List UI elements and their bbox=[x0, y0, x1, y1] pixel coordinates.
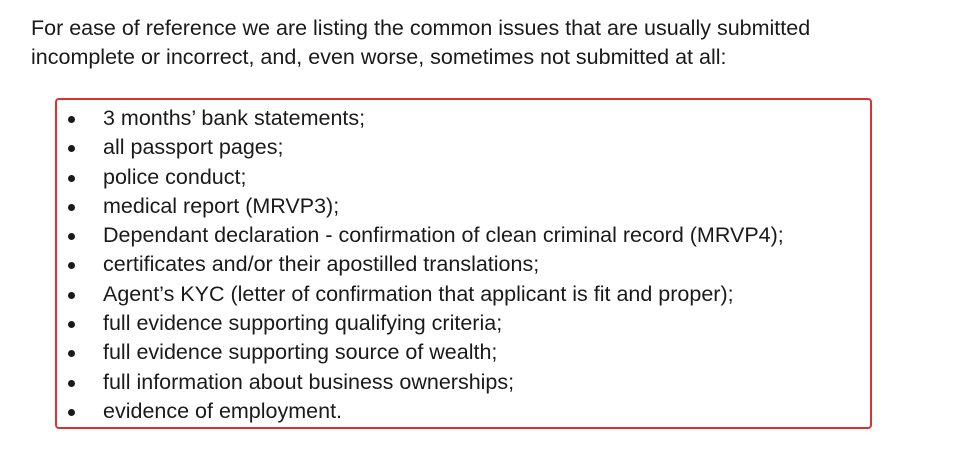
list-item-text: full information about business ownerships; bbox=[103, 369, 515, 394]
bullet-icon bbox=[68, 233, 75, 240]
list-item-text: Agent’s KYC (letter of confirmation that applicant is fit and proper); bbox=[103, 281, 734, 306]
list-item bbox=[68, 133, 784, 162]
list-item-text: evidence of employment. bbox=[103, 398, 343, 423]
bullet-icon bbox=[68, 204, 75, 211]
intro-line-1: For ease of reference we are listing the common issues that are usually submitted bbox=[31, 16, 811, 40]
bullet-icon bbox=[68, 262, 75, 269]
list-item-text: 3 months’ bank statements; bbox=[103, 106, 366, 130]
list-item-text: police conduct; bbox=[103, 164, 247, 189]
bullet-icon bbox=[68, 145, 75, 152]
bullet-icon bbox=[68, 321, 75, 328]
list-item-text: Dependant declaration - confirmation of clean criminal record (MRVP4); bbox=[103, 223, 784, 248]
bullet-icon bbox=[68, 292, 75, 299]
list-item bbox=[68, 163, 784, 192]
list-item bbox=[68, 368, 784, 397]
intro-line-2: incomplete or incorrect, and, even worse, sometimes not submitted at all: bbox=[31, 45, 727, 69]
bullet-icon bbox=[68, 409, 75, 416]
list-item bbox=[68, 280, 784, 309]
bullet-icon bbox=[68, 350, 75, 357]
list-item bbox=[68, 338, 784, 367]
list-item bbox=[68, 192, 784, 221]
list-item-text: certificates and/or their apostilled translations; bbox=[103, 252, 540, 277]
list-item-text: full evidence supporting qualifying criteria; bbox=[103, 311, 503, 336]
bullet-icon bbox=[68, 175, 75, 182]
bullet-icon bbox=[68, 116, 75, 123]
list-item bbox=[68, 250, 784, 279]
list-item bbox=[68, 221, 784, 250]
bullet-icon bbox=[68, 380, 75, 387]
list-item bbox=[68, 104, 784, 133]
issues-list bbox=[68, 104, 784, 426]
list-item bbox=[68, 309, 784, 338]
intro-paragraph bbox=[31, 14, 946, 72]
list-item bbox=[68, 397, 784, 426]
list-item-text: medical report (MRVP3); bbox=[103, 193, 340, 218]
list-item-text: all passport pages; bbox=[103, 135, 284, 160]
list-item-text: full evidence supporting source of wealth; bbox=[103, 340, 498, 365]
